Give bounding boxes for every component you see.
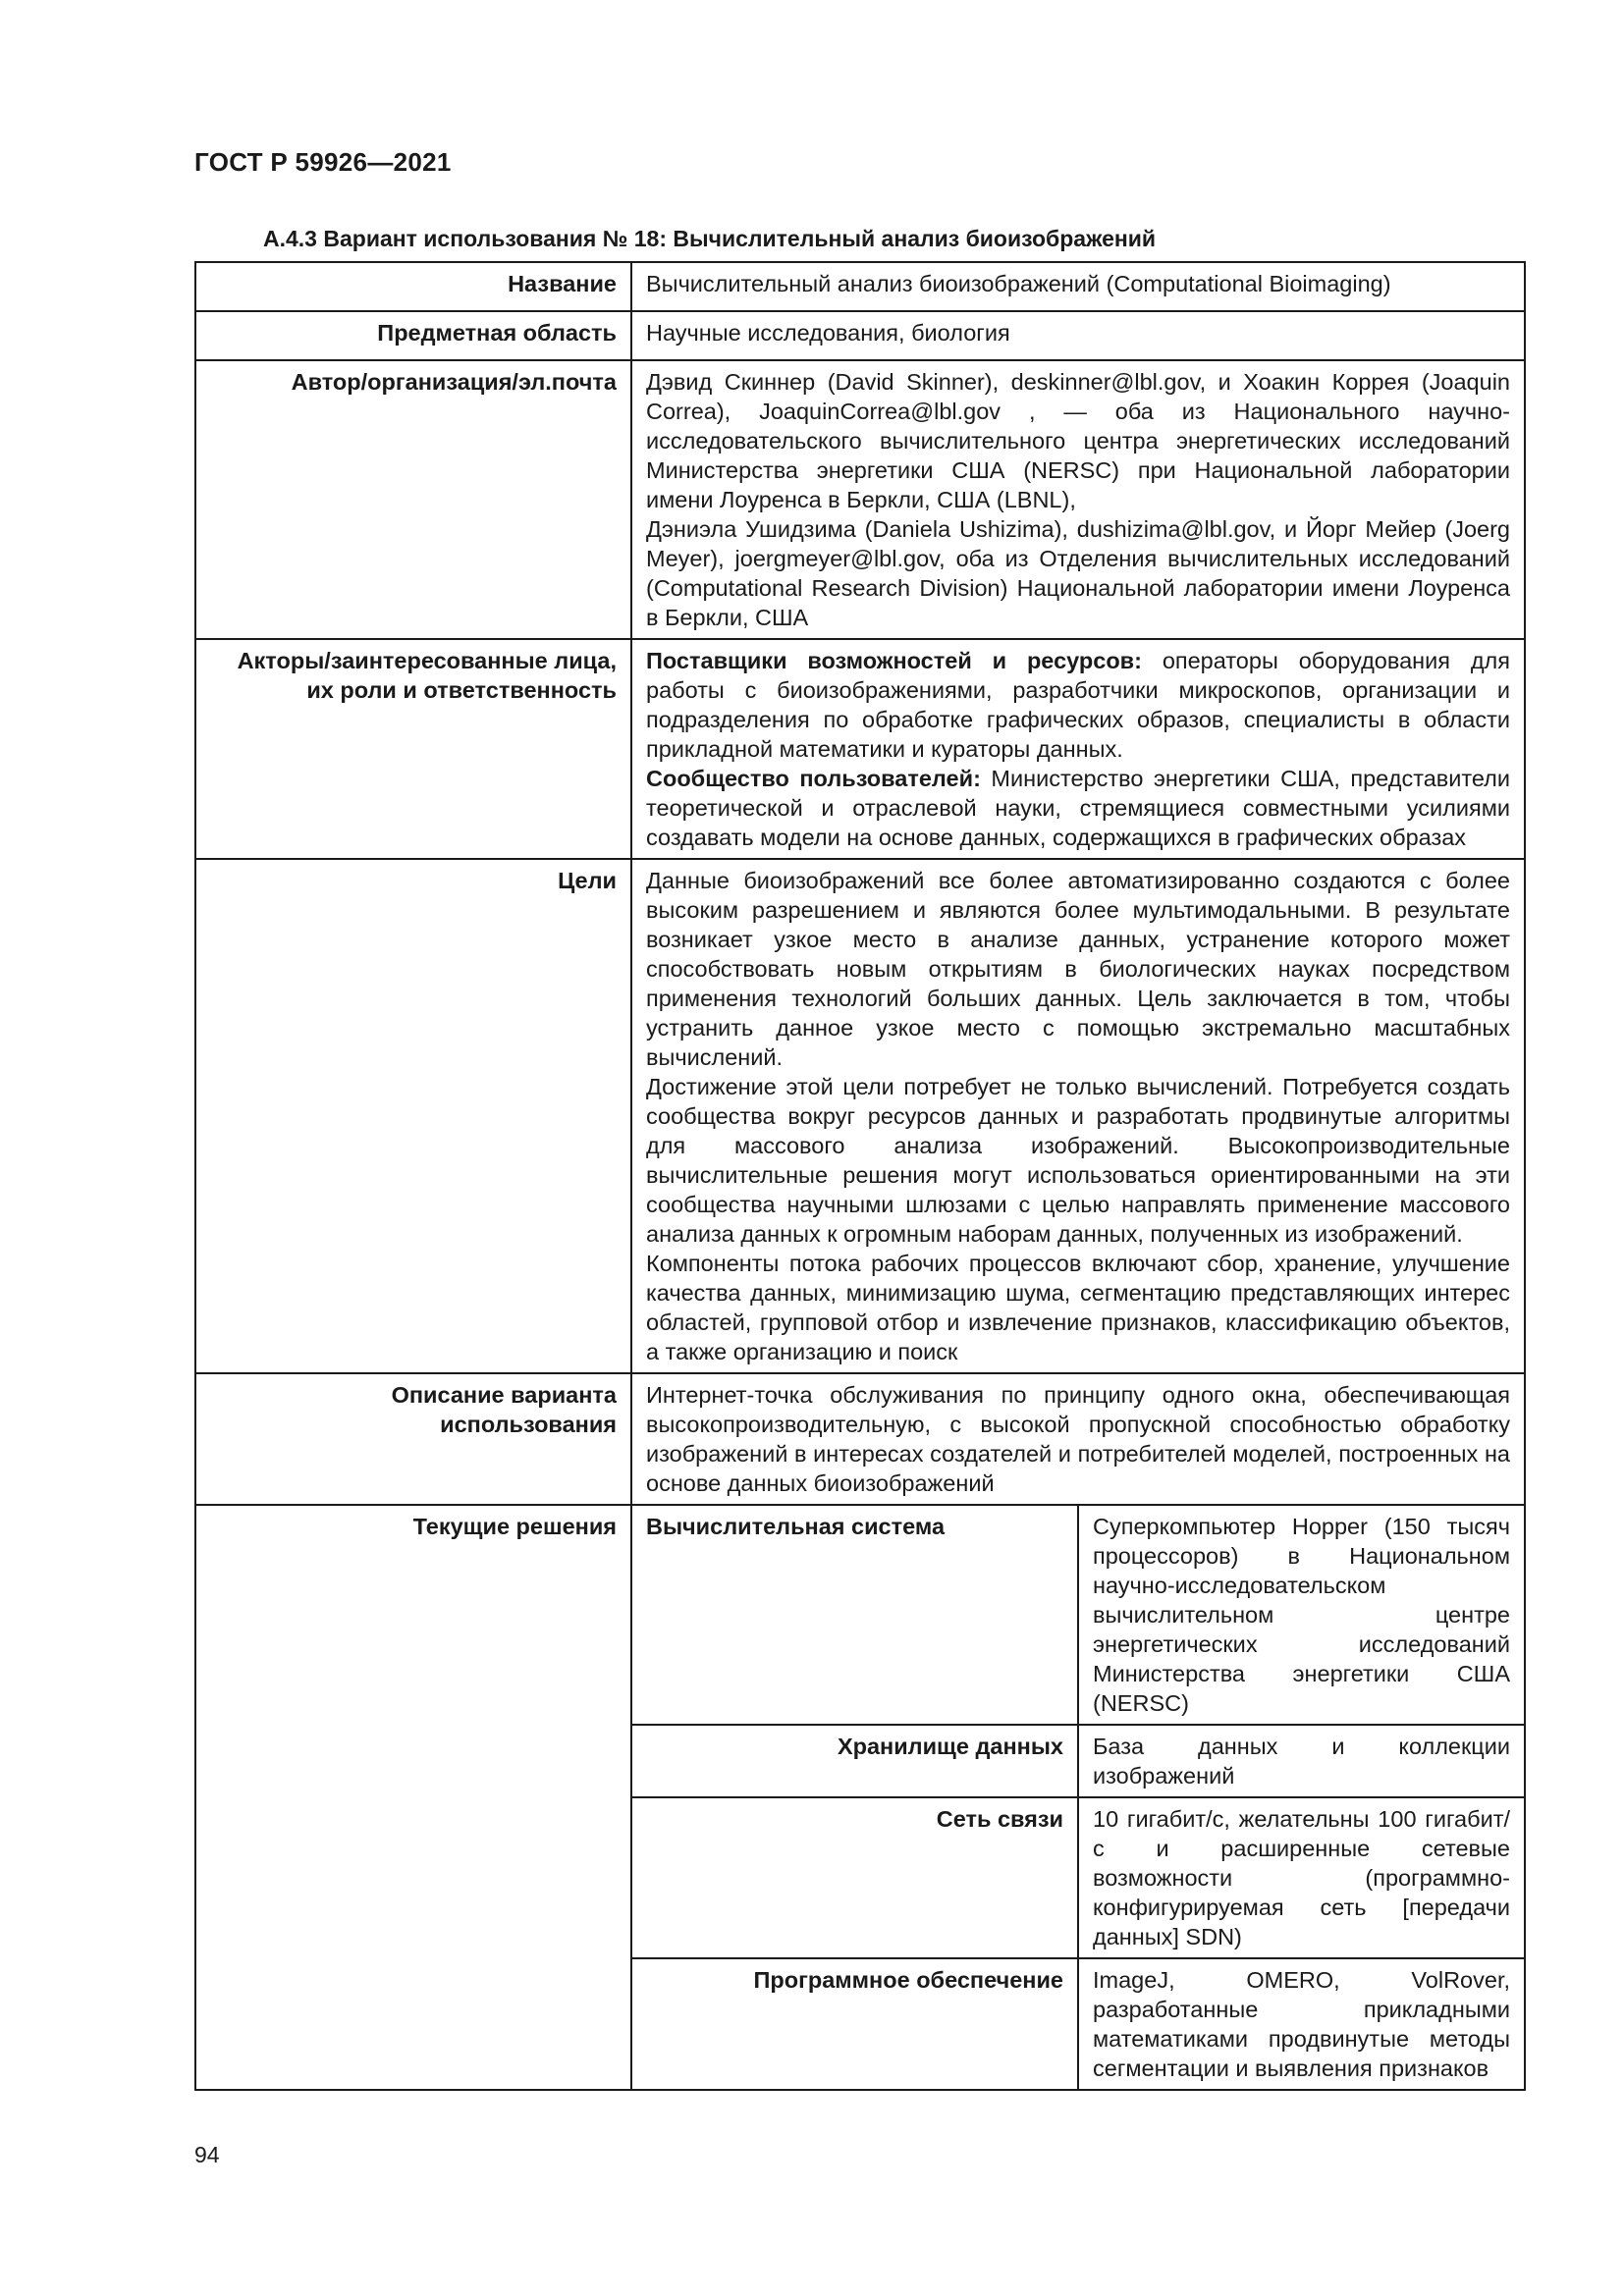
row-goals — [195, 859, 1525, 1373]
row-label-domain: Предметная область — [195, 311, 631, 360]
actors-paragraph-1 — [646, 646, 1510, 764]
author-paragraph-1: Дэвид Скиннер (David Skinner), deskinner@lbl.gov, и Хоакин Коррея (Joaquin Correa), JoaquinCorrea@lbl.gov , — оба из Национального научно-исследовательского вычислительного центра энергетических исследований Министерства энергетики США (NERSC) при Национальной лаборатории имени Лоуренса в Беркли, США (LBNL), — [646, 369, 1510, 512]
current-storage-value: База данных и коллекции изображений — [1078, 1725, 1525, 1797]
goals-paragraph-2: Достижение этой цели потребует не только вычислений. Потребуется создать сообщества вокруг ресурсов данных и разработать продвинутые алгоритмы для массового анализа изображений. Высокопроизводительные вычислительные решения могут использоваться ориентированными на эти сообщества научными шлюзами с целью направлять применение массового анализа данных к огромным наборам данных, полученных из изображений. — [646, 1074, 1510, 1247]
page-number: 94 — [194, 2142, 220, 2167]
actors-providers-heading: Поставщики возможностей и ресурсов: — [646, 648, 1142, 673]
row-label-actors: Акторы/заинтересованные лица, их роли и ответственность — [195, 639, 631, 859]
row-author — [195, 360, 1525, 639]
goals-paragraph-3: Компоненты потока рабочих процессов включают сбор, хранение, улучшение качества данных, минимизацию шума, сегментацию представляющих интерес областей, групповой отбор и извлечение признаков, классификацию объектов, а также организацию и поиск — [646, 1251, 1510, 1364]
section-title: А.4.3 Вариант использования № 18: Вычислительный анализ биоизображений — [263, 226, 1157, 251]
use-case-table — [194, 261, 1526, 2091]
actors-users-text: Министерство энергетики США, представители теоретической и отраслевой науки, стремящиеся совместными усилиями создавать модели на основе данных, содержащихся в графических образах — [646, 766, 1511, 850]
row-value-goals — [631, 859, 1525, 1373]
row-value-name: Вычислительный анализ биоизображений (Computational Bioimaging) — [631, 262, 1525, 311]
row-label-goals: Цели — [195, 859, 631, 1373]
row-current-compute — [195, 1505, 1525, 1725]
document-id: ГОСТ Р 59926—2021 — [194, 147, 452, 177]
row-label-description: Описание варианта использования — [195, 1373, 631, 1505]
actors-paragraph-2 — [646, 764, 1510, 852]
current-compute-label: Вычислительная система — [631, 1505, 1078, 1725]
row-value-actors — [631, 639, 1525, 859]
row-value-description: Интернет-точка обслуживания по принципу одного окна, обеспечивающая высокопроизводительную, с высокой пропускной способностью обработку изображений в интересах создателей и потребителей моделей, построенных на основе данных биоизображений — [631, 1373, 1525, 1505]
row-label-name: Название — [195, 262, 631, 311]
actors-users-heading: Сообщество пользователей: — [646, 766, 981, 791]
row-label-current: Текущие решения — [195, 1505, 631, 2090]
current-software-label: Программное обеспечение — [631, 1958, 1078, 2090]
row-value-domain: Научные исследования, биология — [631, 311, 1525, 360]
row-label-author: Автор/организация/эл.почта — [195, 360, 631, 639]
row-actors — [195, 639, 1525, 859]
current-network-value: 10 гигабит/с, желательны 100 гигабит/с и расширенные сетевые возможности (программно-конфигурируемая сеть [передачи данных] SDN) — [1078, 1797, 1525, 1958]
current-software-value: ImageJ, OMERO, VolRover, разработанные прикладными математиками продвинутые методы сегментации и выявления признаков — [1078, 1958, 1525, 2090]
row-domain — [195, 311, 1525, 360]
author-paragraph-2: Дэниэла Ушидзима (Daniela Ushizima), dushizima@lbl.gov, и Йорг Мейер (Joerg Meyer), joergmeyer@lbl.gov, оба из Отделения вычислительных исследований (Computational Research Division) Национальной лаборатории имени Лоуренса в Беркли, США — [646, 516, 1510, 630]
current-storage-label: Хранилище данных — [631, 1725, 1078, 1797]
current-compute-value: Суперкомпьютер Hopper (150 тысяч процессоров) в Национальном научно-исследовательском вычислительном центре энергетических исследований Министерства энергетики США (NERSC) — [1078, 1505, 1525, 1725]
row-value-author — [631, 360, 1525, 639]
goals-paragraph-1: Данные биоизображений все более автоматизированно создаются с более высоким разрешением и являются более мультимодальными. В результате возникает узкое место в анализе данных, устранение которого может способствовать новым открытиям в биологических науках посредством применения технологий больших данных. Цель заключается в том, чтобы устранить данное узкое место с помощью экстремально масштабных вычислений. — [646, 868, 1510, 1070]
current-network-label: Сеть связи — [631, 1797, 1078, 1958]
row-name — [195, 262, 1525, 311]
actors-providers-text: операторы оборудования для работы с биоизображениями, разработчики микроскопов, организации и подразделения по обработке графических образов, специалисты в области прикладной математики и кураторы данных. — [646, 648, 1510, 762]
row-description — [195, 1373, 1525, 1505]
